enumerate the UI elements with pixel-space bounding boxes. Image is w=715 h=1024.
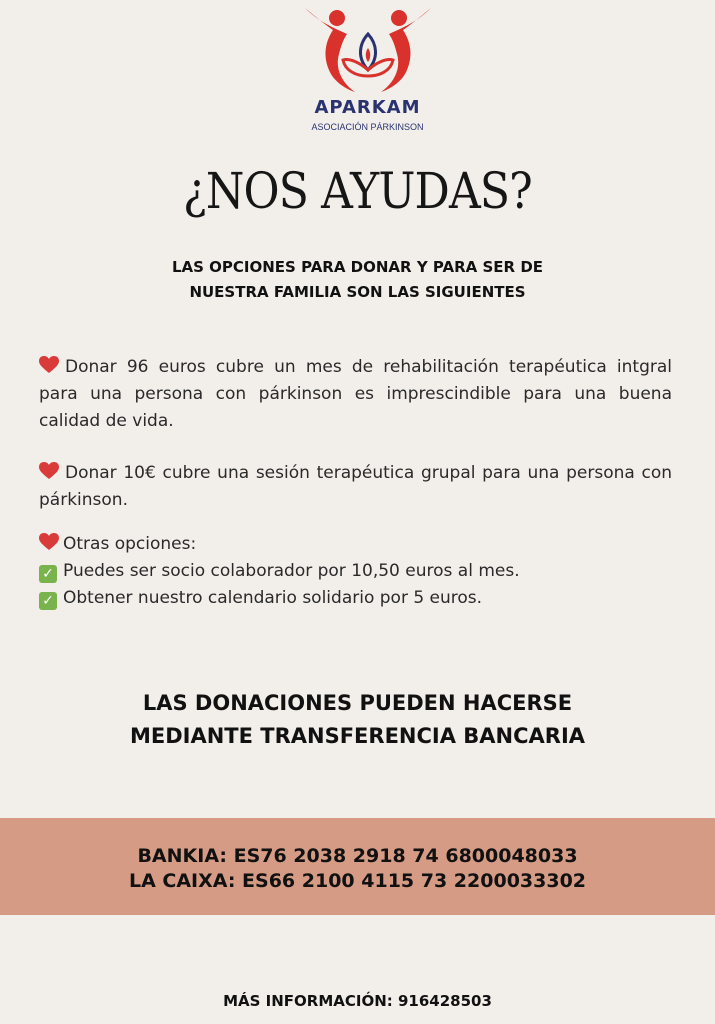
heart-icon (39, 356, 59, 374)
logo-subtitle: ASOCIACIÓN PÁRKINSON (311, 122, 424, 132)
bank-account-lacaixa: LA CAIXA: ES66 2100 4115 73 2200033302 (128, 870, 587, 892)
bank-account-bankia: BANKIA: ES76 2038 2918 74 6800048033 (137, 845, 578, 867)
other-option-item-text: Obtener nuestro calendario solidario por 5 euros. (63, 588, 483, 608)
donation-option-2 (39, 460, 672, 514)
other-options (39, 531, 672, 612)
other-options-heading-line (39, 531, 672, 558)
aparkam-logo (295, 4, 440, 134)
logo-wordmark: APARKAM (314, 97, 421, 118)
people-lotus-emblem-icon (303, 4, 433, 96)
other-option-item-text: Puedes ser socio colaborador por 10,50 euros al mes. (63, 561, 520, 581)
other-option-item (39, 558, 672, 585)
subtitle-line-1: LAS OPCIONES PARA DONAR Y PARA SER DE (171, 258, 544, 276)
donations-heading-line-1: LAS DONACIONES PUEDEN HACERSE (142, 691, 573, 715)
donation-option-2-text: Donar 10€ cubre una sesión terapéutica grupal para una persona con párkinson. (39, 463, 672, 510)
page-subtitle (60, 255, 655, 305)
other-options-heading: Otras opciones: (63, 534, 197, 554)
donations-heading-line-2: MEDIANTE TRANSFERENCIA BANCARIA (129, 724, 586, 748)
page-headline: ¿NOS AYUDAS? (183, 162, 532, 220)
subtitle-line-2: NUESTRA FAMILIA SON LAS SIGUIENTES (189, 283, 526, 301)
donation-option-1-text: Donar 96 euros cubre un mes de rehabilitación terapéutica intgral para una persona con párkinson es imprescindible para una buena calidad de vida. (39, 357, 672, 431)
donation-option-1 (39, 354, 672, 435)
bank-accounts-band (0, 818, 715, 915)
check-mark-icon: ✓ (39, 565, 57, 583)
donations-heading (50, 687, 665, 753)
other-option-item (39, 585, 672, 612)
more-info-footer: MÁS INFORMACIÓN: 916428503 (223, 992, 492, 1010)
heart-icon (39, 462, 59, 480)
heart-icon (39, 533, 59, 551)
check-mark-icon: ✓ (39, 592, 57, 610)
